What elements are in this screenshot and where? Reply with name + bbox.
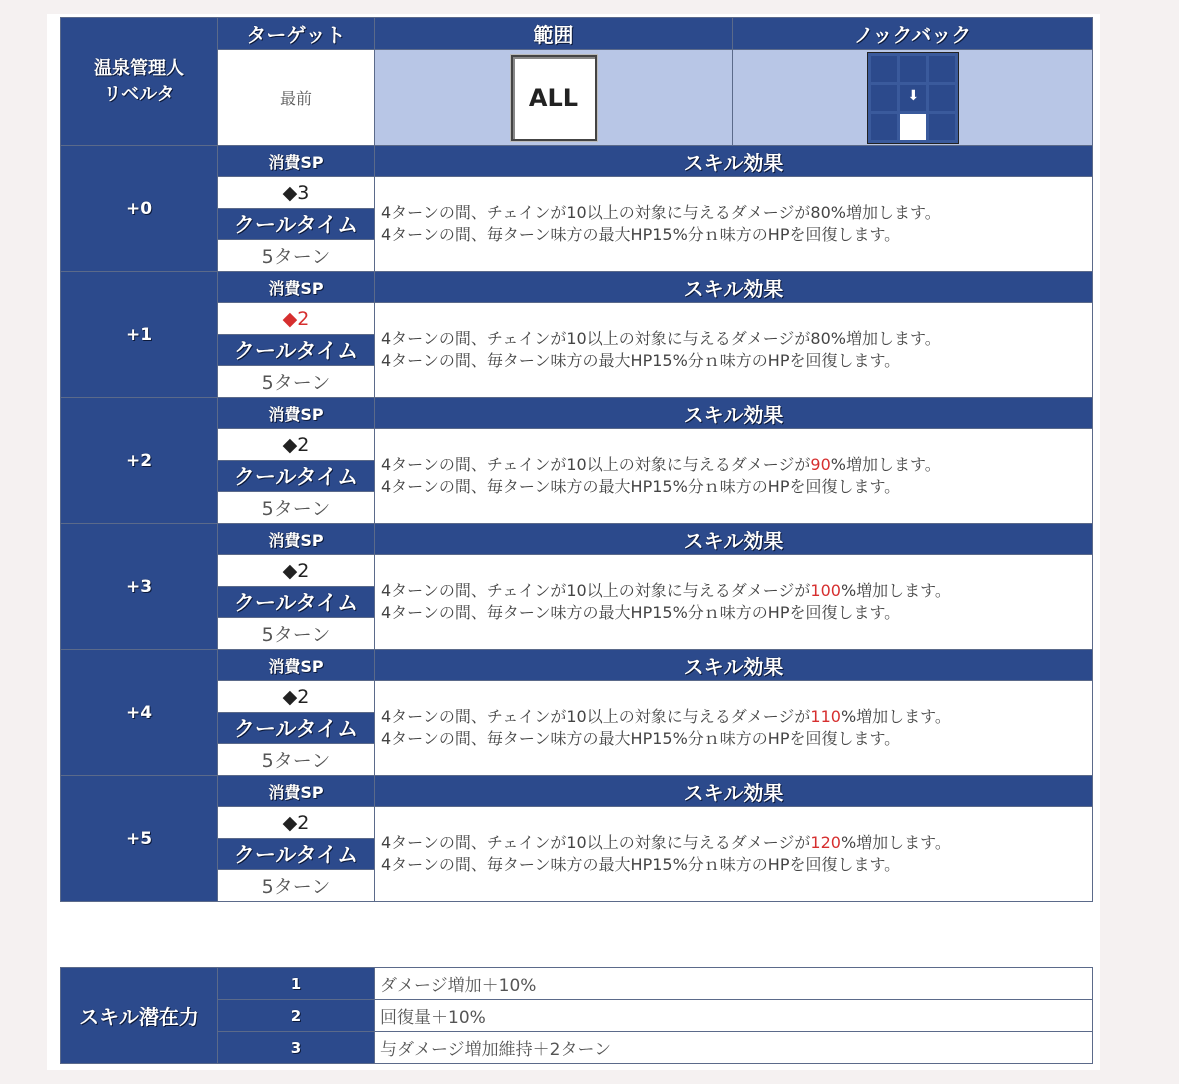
cooltime-value: 5ターン <box>218 744 375 776</box>
effect-line-2: 4ターンの間、毎ターン味方の最大HP15%分ｎ味方のHPを回復します。 <box>381 603 901 622</box>
potential-text: 回復量＋10% <box>375 1000 1093 1032</box>
effect-line-1-post: %増加します。 <box>830 455 941 474</box>
effect-line-1 <box>381 832 1092 854</box>
target-value: 最前 <box>218 50 375 146</box>
level-label: +2 <box>61 398 218 524</box>
level-label: +5 <box>61 776 218 902</box>
effect-line-1-pre: 4ターンの間、チェインが10以上の対象に与えるダメージが <box>381 707 811 726</box>
effect-value: 90 <box>810 455 831 474</box>
effect-line-1-post: %増加します。 <box>830 203 941 222</box>
cooltime-value: 5ターン <box>218 870 375 902</box>
effect-line-1 <box>381 202 1092 224</box>
range-cell <box>375 50 733 146</box>
level-label: +4 <box>61 650 218 776</box>
effect-header: スキル効果 <box>375 776 1093 807</box>
target-header: ターゲット <box>218 18 375 50</box>
grid-cell <box>929 114 955 140</box>
grid-cell-white <box>900 114 926 140</box>
cooltime-header: クールタイム <box>218 209 375 240</box>
cooltime-header: クールタイム <box>218 335 375 366</box>
potential-title: スキル潜在力 <box>61 968 218 1064</box>
effect-line-1-pre: 4ターンの間、チェインが10以上の対象に与えるダメージが <box>381 329 811 348</box>
potential-num: 3 <box>218 1032 375 1064</box>
effect-header: スキル効果 <box>375 650 1093 681</box>
effect-line-1-post: %増加します。 <box>840 707 951 726</box>
effect-line-1 <box>381 706 1092 728</box>
effect-line-2: 4ターンの間、毎ターン味方の最大HP15%分ｎ味方のHPを回復します。 <box>381 351 901 370</box>
skill-table <box>60 17 1093 902</box>
sp-value: ◆2 <box>218 807 375 839</box>
cooltime-value: 5ターン <box>218 366 375 398</box>
grid-cell <box>871 85 897 111</box>
effect-line-2: 4ターンの間、毎ターン味方の最大HP15%分ｎ味方のHPを回復します。 <box>381 729 901 748</box>
grid-cell <box>929 85 955 111</box>
effect-line-1-pre: 4ターンの間、チェインが10以上の対象に与えるダメージが <box>381 581 811 600</box>
effect-line-1 <box>381 580 1092 602</box>
level-label: +0 <box>61 146 218 272</box>
effect-line-2: 4ターンの間、毎ターン味方の最大HP15%分ｎ味方のHPを回復します。 <box>381 225 901 244</box>
cooltime-header: クールタイム <box>218 839 375 870</box>
effect-header: スキル効果 <box>375 524 1093 555</box>
grid-cell <box>900 56 926 82</box>
cooltime-header: クールタイム <box>218 713 375 744</box>
effect-text <box>375 429 1093 524</box>
effect-line-1-pre: 4ターンの間、チェインが10以上の対象に与えるダメージが <box>381 203 811 222</box>
level-label: +1 <box>61 272 218 398</box>
effect-value: 80 <box>810 329 831 348</box>
potential-num: 2 <box>218 1000 375 1032</box>
sp-value: ◆3 <box>218 177 375 209</box>
knockback-header: ノックバック <box>733 18 1093 50</box>
grid-cell <box>871 114 897 140</box>
effect-line-2: 4ターンの間、毎ターン味方の最大HP15%分ｎ味方のHPを回復します。 <box>381 477 901 496</box>
range-header: 範囲 <box>375 18 733 50</box>
effect-header: スキル効果 <box>375 146 1093 177</box>
effect-text <box>375 303 1093 398</box>
sp-value: ◆2 <box>218 303 375 335</box>
effect-line-1-post: %増加します。 <box>840 833 951 852</box>
cooltime-value: 5ターン <box>218 618 375 650</box>
cooltime-header: クールタイム <box>218 461 375 492</box>
effect-text <box>375 681 1093 776</box>
potential-text: ダメージ増加＋10% <box>375 968 1093 1000</box>
level-label: +3 <box>61 524 218 650</box>
effect-line-1-post: %増加します。 <box>830 329 941 348</box>
effect-line-2: 4ターンの間、毎ターン味方の最大HP15%分ｎ味方のHPを回復します。 <box>381 855 901 874</box>
sp-value: ◆2 <box>218 429 375 461</box>
sp-value: ◆2 <box>218 555 375 587</box>
cooltime-header: クールタイム <box>218 587 375 618</box>
sp-header: 消費SP <box>218 524 375 555</box>
effect-line-1 <box>381 328 1092 350</box>
knockback-cell <box>733 50 1093 146</box>
effect-line-1-post: %増加します。 <box>840 581 951 600</box>
effect-value: 120 <box>810 833 841 852</box>
sp-header: 消費SP <box>218 146 375 177</box>
effect-header: スキル効果 <box>375 398 1093 429</box>
potential-num: 1 <box>218 968 375 1000</box>
effect-line-1-pre: 4ターンの間、チェインが10以上の対象に与えるダメージが <box>381 833 811 852</box>
knockback-grid <box>867 52 959 144</box>
grid-cell <box>929 56 955 82</box>
effect-text <box>375 177 1093 272</box>
effect-value: 110 <box>810 707 841 726</box>
effect-value: 100 <box>810 581 841 600</box>
effect-value: 80 <box>810 203 831 222</box>
cooltime-value: 5ターン <box>218 492 375 524</box>
sp-value: ◆2 <box>218 681 375 713</box>
effect-line-1 <box>381 454 1092 476</box>
sp-header: 消費SP <box>218 776 375 807</box>
effect-line-1-pre: 4ターンの間、チェインが10以上の対象に与えるダメージが <box>381 455 811 474</box>
grid-cell <box>900 85 926 111</box>
character-name <box>61 18 218 146</box>
cooltime-value: 5ターン <box>218 240 375 272</box>
sp-header: 消費SP <box>218 650 375 681</box>
effect-text <box>375 807 1093 902</box>
sp-header: 消費SP <box>218 398 375 429</box>
skill-potential-table <box>60 967 1093 1064</box>
potential-text: 与ダメージ増加維持＋2ターン <box>375 1032 1093 1064</box>
character-name-text: 温泉管理人 リベルタ <box>94 57 184 105</box>
effect-header: スキル効果 <box>375 272 1093 303</box>
range-all-box: ALL <box>511 55 597 141</box>
grid-cell <box>871 56 897 82</box>
arrow-down-icon: ⬇ <box>907 87 920 104</box>
effect-text <box>375 555 1093 650</box>
sp-header: 消費SP <box>218 272 375 303</box>
